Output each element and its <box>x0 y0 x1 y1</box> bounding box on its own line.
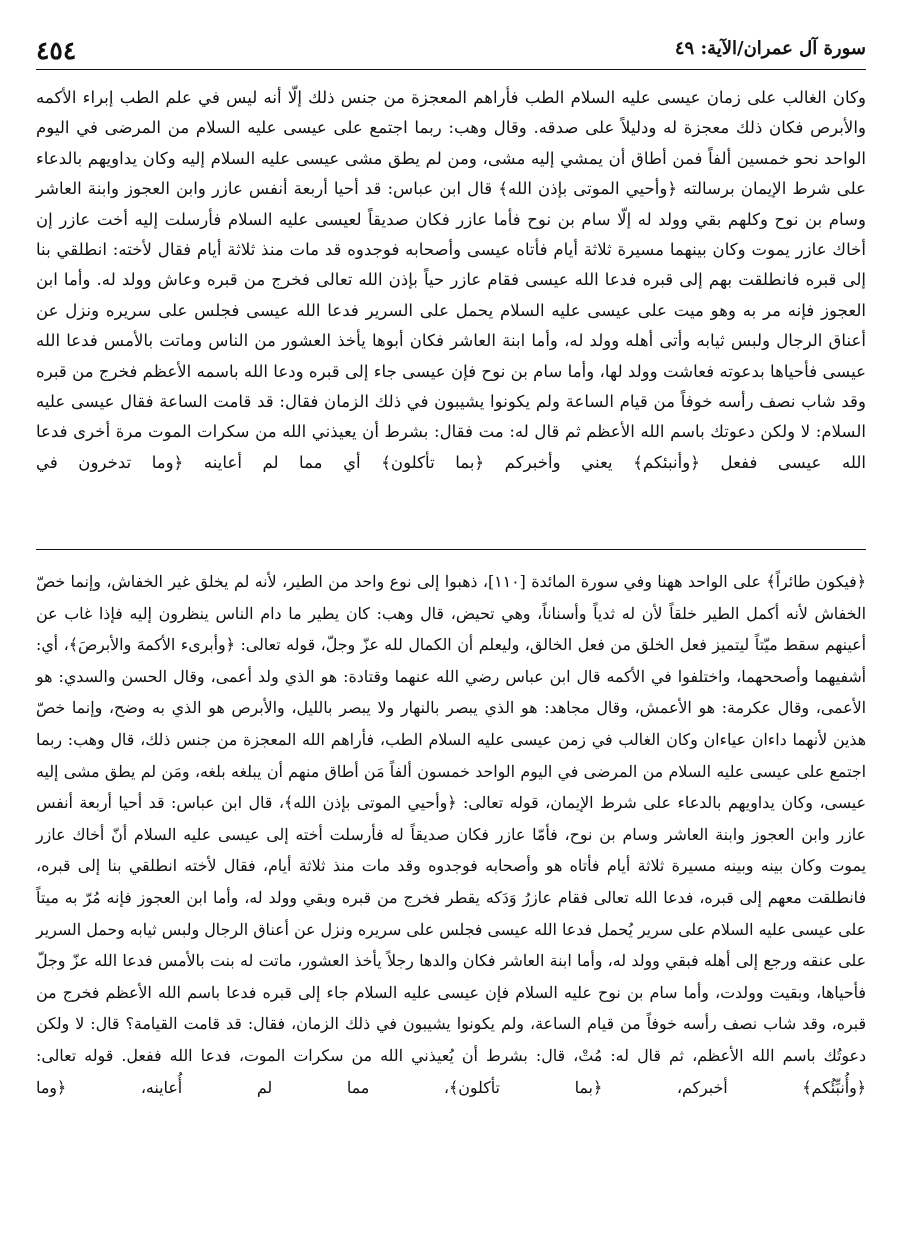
commentary-block <box>36 566 866 1103</box>
commentary-paragraph: ﴿فيكون طائراً﴾ على الواحد ههنا وفي سورة المائدة [١١٠]، ذهبوا إلى نوع واحد من الطير، لأنه لم يخلق غير الخفاش، وإنما خصّ الخفاش لأنه أكمل الطير خلقاً لأن له ثدياً وأسناناً، وهي تحيض، قال وهب: كان يطير ما دام الناس ينظرون إليه فإذا غاب عن أعينهم سقط ميّتاً ليتميز فعل الخلق من فعل الخالق، وليعلم أن الكمال لله عزّ وجلّ، قوله تعالى: ﴿وأبرىء الأكمهَ والأبرصَ﴾، أي: أشفيهما وأصححهما، واختلفوا في الأكمه قال ابن عباس رضي الله عنهما وقتادة: هو الذي ولد أعمى، وقال الحسن والسدي: هو الأعمى، وقال عكرمة: هو الأعمش، وقال مجاهد: هو الذي يبصر بالنهار ولا يبصر بالليل، والأبرص هو الذي به وضح، وإنما خصّ هذين لأنهما داءان عياءان وكان الغالب في زمن عيسى عليه السلام الطب، فأراهم الله المعجزة من جنس ذلك، قال وهب: ربما اجتمع على عيسى عليه السلام من المرضى في اليوم الواحد خمسون ألفاً مَن أطاق منهم أن يبلغه بلغه، ومَن لم يطق مشى إليه عيسى، وكان يداويهم بالدعاء على شرط الإيمان، قوله تعالى: ﴿وأحيي الموتى بإذن الله﴾، قال ابن عباس: قد أحيا أربعة أنفس عازر وابن العجوز وابنة العاشر وسام بن نوح، فأمّا عازر فكان صديقاً له فأرسلت أخته إلى عيسى عليه السلام أنّ أخاك عازر يموت وكان بينه وبينه مسيرة ثلاثة أيام فأتاه هو وأصحابه فوجدوه وقد مات منذ ثلاثة أيام، فقال لأخته انطلقي بنا إلى قبره، فانطلقت معهم إلى قبره، فدعا الله تعالى فقام عازرُ وَدَكه يقطر فخرج من قبره وبقي وولد له، وأما ابن العجوز فإنه مُرّ به ميتاً على عيسى عليه السلام على سرير يُحمل فدعا الله عيسى فجلس على سريره ونزل عن أعناق الرجال ولبس ثيابه وحمل السرير على عنقه ورجع إلى أهله فبقي وولد له، وأما ابنة العاشر فكان والدها رجلاً يأخذ العشور، ماتت له بنت بالأمس فدعا الله عزّ وجلّ فأحياها، وبقيت وولدت، وأما سام بن نوح عليه السلام فإن عيسى عليه السلام جاء إلى قبره فدعا باسم الله الأعظم فخرج من قبره، وقد شاب نصف رأسه خوفاً من قيام الساعة، ولم يكونوا يشيبون في ذلك الزمان، فقال: قد قامت القيامة؟ قال: لا ولكن دعوتُك باسم الله الأعظم، ثم قال له: مُتْ، قال: بشرط أن يُعيذني الله من سكرات الموت، فدعا الله ففعل. قوله تعالى: ﴿وأُنبِّئُكم﴾ أخبركم، ﴿بما تأكلون﴾، مما لم أُعاينه، ﴿وما <box>36 572 866 1097</box>
running-title: سورة آل عمران/الآية: ٤٩ <box>665 38 866 59</box>
page-header <box>36 36 866 70</box>
main-paragraph: وكان الغالب على زمان عيسى عليه السلام الطب فأراهم المعجزة من جنس ذلك إلّا أنه ليس في علم الطب إبراء الأكمه والأبرص فكان ذلك معجزة له ودليلاً على صدقه. وقال وهب: ربما اجتمع على عيسى عليه السلام من المرضى في اليوم الواحد نحو خمسين ألفاً فمن أطاق أن يمشي إليه مشى، ومن لم يطق مشى عيسى عليه السلام إليه وكان يداويهم بالدعاء على شرط الإيمان برسالته ﴿وأحيي الموتى بإذن الله﴾ قال ابن عباس: قد أحيا أربعة أنفس عازر وابن العجوز وابنة العاشر وسام بن نوح وكلهم بقي وولد له إلّا سام بن نوح فأما عازر فكان صديقاً لعيسى عليه السلام فأرسلت إليه أخت عازر إن أخاك عازر يموت وكان بينهما مسيرة ثلاثة أيام فأتاه عيسى وأصحابه فوجدوه قد مات منذ ثلاثة أيام فقال لأخته: انطلقي بنا إلى قبره فانطلقت بهم إلى قبره فدعا الله عيسى فقام عازر حياً بإذن الله تعالى فخرج من قبره وعاش وولد له. وأما ابن العجوز فإنه مر به وهو ميت على عيسى عليه السلام يحمل على السرير فدعا الله عيسى فجلس على سريره ونزل عن أعناق الرجال ولبس ثيابه وأتى أهله وولد له، وأما ابنة العاشر فكان أبوها يأخذ العشور من الناس وماتت بالأمس فدعا الله عيسى فأحياها بدعوته فعاشت وولد لها، وأما سام بن نوح فإن عيسى جاء إلى قبره ودعا الله باسمه الأعظم فخرج من قبره وقد شاب نصف رأسه خوفاً من قيام الساعة ولم يكونوا يشيبون في ذلك الزمان فقال: قد قامت الساعة فقال عيسى عليه السلام: لا ولكن دعوتك باسم الله الأعظم ثم قال له: مت فقال: بشرط أن يعيذني الله من سكرات الموت مرة أخرى فدعا الله عيسى ففعل ﴿وأنبئكم﴾ يعني وأخبركم ﴿بما تأكلون﴾ أي مما لم أعاينه ﴿وما تدخرون في <box>36 88 866 472</box>
footnote-separator <box>36 549 866 550</box>
header-rule <box>36 69 866 70</box>
main-text-block <box>36 83 866 478</box>
page-number: ٤٥٤ <box>36 36 86 65</box>
